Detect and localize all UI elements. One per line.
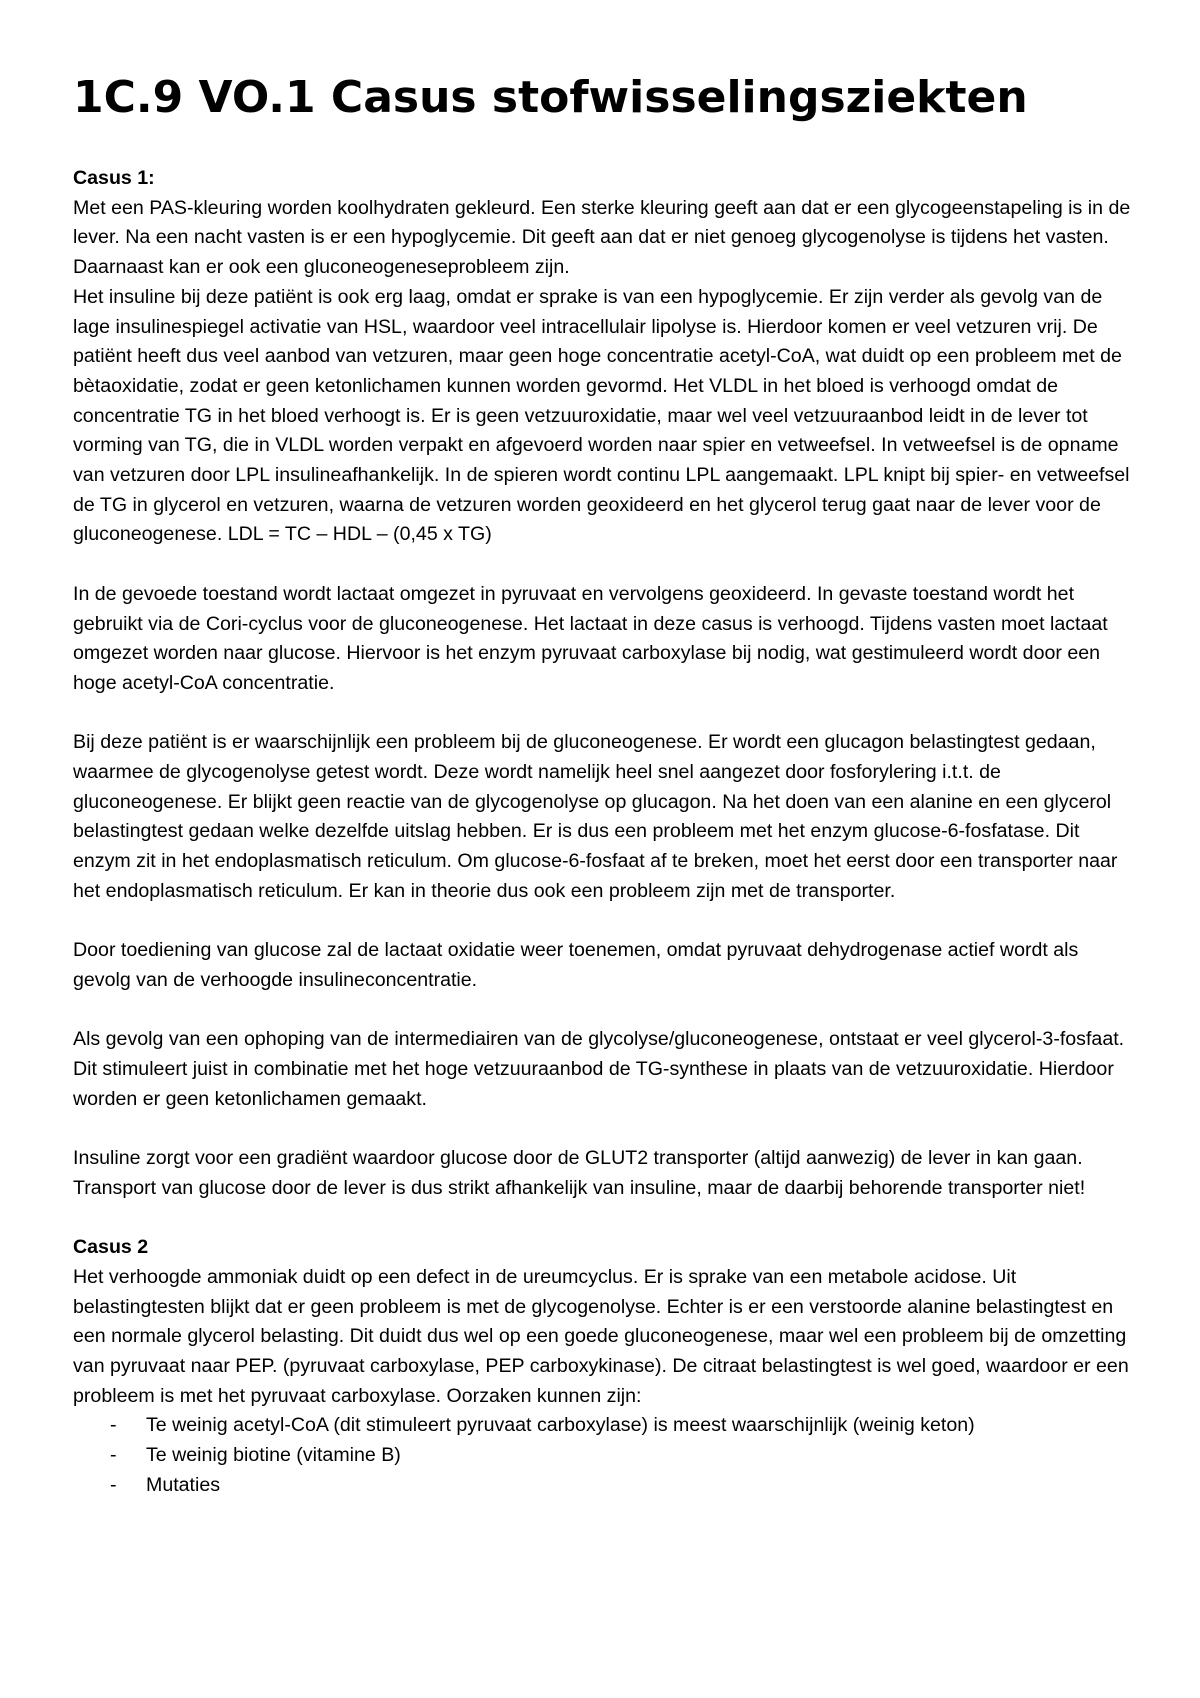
list-item (110, 1471, 1133, 1501)
document-body (73, 164, 1133, 1501)
casus1-paragraph-1b: Het insuline bij deze patiënt is ook erg laag, omdat er sprake is van een hypoglycemie. Er zijn verder als gevolg van de lage insulinespiegel activatie van HSL, waardoor veel intracellulair lipolyse is. Hierdoor komen er veel vetzuren vrij. De patiënt heeft dus veel aanbod van vetzuren, maar geen hoge concentratie acetyl-CoA, wat duidt op een probleem met de bètaoxidatie, zodat er geen ketonlichamen kunnen worden gevormd. Het VLDL in het bloed is verhoogd omdat de concentratie TG in het bloed verhoogt is. Er is geen vetzuuroxidatie, maar wel veel vetzuuraanbod leidt in de lever tot vorming van TG, die in VLDL worden verpakt en afgevoerd worden naar spier en vetweefsel. In vetweefsel is de opname van vetzuren door LPL insulineafhankelijk. In de spieren wordt continu LPL aangemaakt. LPL knipt bij spier- en vetweefsel de TG in glycerol en vetzuren, waarna de vetzuren worden geoxideerd en het glycerol terug gaat naar de lever voor de gluconeogenese. LDL = TC – HDL – (0,45 x TG) (73, 285, 1130, 546)
bullet-dash: - (110, 1414, 117, 1437)
casus2-heading: Casus 2 (73, 1236, 149, 1259)
page-title: 1C.9 VO.1 Casus stofwisselingsziekten (73, 72, 1028, 123)
casus1-paragraph-5: Als gevolg van een ophoping van de intermediairen van de glycolyse/gluconeogenese, ontstaat er veel glycerol-3-fosfaat. Dit stimuleert juist in combinatie met het hoge vetzuuraanbod de TG-synthese in plaats van de vetzuuroxidatie. Hierdoor worden er geen ketonlichamen gemaakt. (73, 1028, 1125, 1110)
casus1-heading: Casus 1: (73, 167, 155, 189)
casus1-paragraph-3: Bij deze patiënt is er waarschijnlijk een probleem bij de gluconeogenese. Er wordt een glucagon belastingtest gedaan, waarmee de glycogenolyse getest wordt. Deze wordt namelijk heel snel aangezet door fosforylering i.t.t. de gluconeogenese. Er blijkt geen reactie van de glycogenolyse op glucagon. Na het doen van een alanine en een glycerol belastingtest gedaan welke dezelfde uitslag hebben. Er is dus een probleem met het enzym glucose-6-fosfatase. Dit enzym zit in het endoplasmatisch reticulum. Om glucose-6-fosfaat af te breken, moet het eerst door een transporter naar het endoplasmatisch reticulum. Er kan in theorie dus ook een probleem zijn met de transporter. (73, 731, 1118, 902)
list-item (110, 1411, 1133, 1441)
casus1-paragraph-2: In de gevoede toestand wordt lactaat omgezet in pyruvaat en vervolgens geoxideerd. In gevaste toestand wordt het gebruikt via de Cori-cyclus voor de gluconeogenese. Het lactaat in deze casus is verhoogd. Tijdens vasten moet lactaat omgezet worden naar glucose. Hiervoor is het enzym pyruvaat carboxylase bij nodig, wat gestimuleerd wordt door een hoge acetyl-CoA concentratie. (73, 582, 1108, 694)
list-item-text: Mutaties (146, 1473, 221, 1496)
list-item-text: Te weinig acetyl-CoA (dit stimuleert pyruvaat carboxylase) is meest waarschijnlijk (weinig keton) (146, 1414, 975, 1437)
list-item-text: Te weinig biotine (vitamine B) (146, 1444, 401, 1467)
casus1-paragraph-4: Door toediening van glucose zal de lactaat oxidatie weer toenemen, omdat pyruvaat dehydrogenase actief wordt als gevolg van de verhoogde insulineconcentratie. (73, 939, 1079, 991)
bullet-dash: - (110, 1473, 117, 1496)
causes-list (73, 1411, 1133, 1500)
bullet-dash: - (110, 1444, 117, 1467)
document-page (73, 70, 1133, 1501)
list-item (110, 1441, 1133, 1471)
casus1-paragraph-6: Insuline zorgt voor een gradiënt waardoor glucose door de GLUT2 transporter (altijd aanwezig) de lever in kan gaan. Transport van glucose door de lever is dus strikt afhankelijk van insuline, maar de daarbij behorende transporter niet! (73, 1147, 1086, 1199)
casus1-paragraph-1a: Met een PAS-kleuring worden koolhydraten gekleurd. Een sterke kleuring geeft aan dat er een glycogeenstapeling is in de lever. Na een nacht vasten is er een hypoglycemie. Dit geeft aan dat er niet genoeg glycogenolyse is tijdens het vasten. Daarnaast kan er ook een gluconeogeneseprobleem zijn. (73, 196, 1131, 279)
casus2-paragraph: Het verhoogde ammoniak duidt op een defect in de ureumcyclus. Er is sprake van een metabole acidose. Uit belastingtesten blijkt dat er geen probleem is met de glycogenolyse. Echter is er een verstoorde alanine belastingtest en een normale glycerol belasting. Dit duidt dus wel op een goede gluconeogenese, maar wel een probleem bij de omzetting van pyruvaat naar PEP. (pyruvaat carboxylase, PEP carboxykinase). De citraat belastingtest is wel goed, waardoor er een probleem is met het pyruvaat carboxylase. Oorzaken kunnen zijn: (73, 1265, 1129, 1407)
